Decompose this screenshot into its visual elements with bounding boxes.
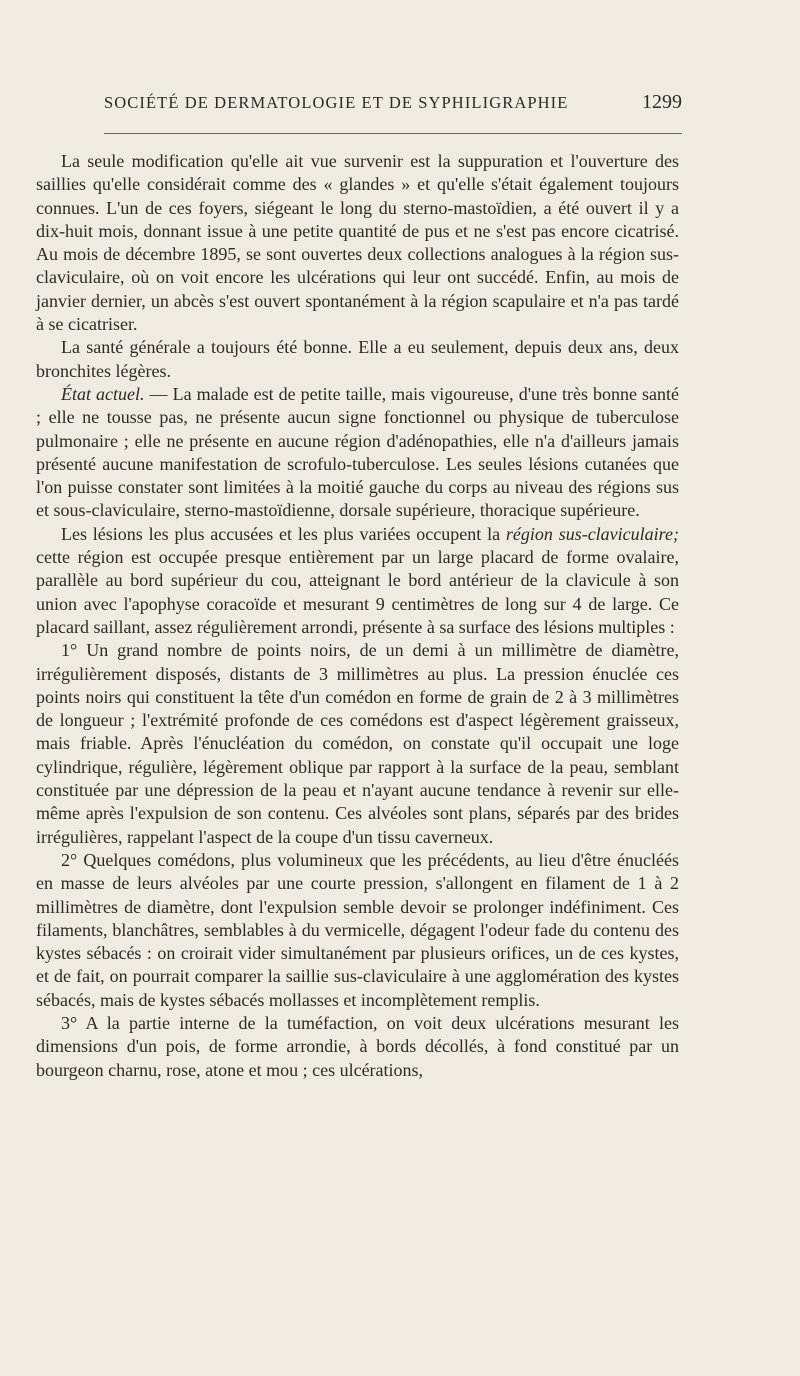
lesion-item-1: 1° Un grand nombre de points noirs, de un demi à un millimètre de diamètre, irrégulièrement disposés, distants de 3 millimètres au plus. La pression énuclée ces points noirs qui constituent la tête d'un comédon en forme de grain de 2 à 3 millimètres de longueur ; l'extrémité profonde de ces comédons est d'aspect légèrement graisseux, mais friable. Après l'énucléation du comédon, on constate qu'il occupait une loge cylindrique, régulière, légèrement oblique par rapport à la surface de la peau, semblant constituée par une dépression de la peau et n'ayant aucune tendance à revenir sur elle-même après l'expulsion de son contenu. Ces alvéoles sont plans, séparés par des brides irrégulières, rappelant l'aspect de la coupe d'un tissu caverneux. bbox=[36, 640, 679, 847]
etat-actuel-heading: État actuel. bbox=[61, 383, 145, 404]
paragraph-lesions bbox=[36, 523, 679, 639]
page-number: 1299 bbox=[642, 91, 682, 113]
paragraph-etat-actuel bbox=[36, 383, 679, 523]
lesion-item-2: 2° Quelques comédons, plus volumineux que les précédents, au lieu d'être énucléés en masse de leurs alvéoles par une courte pression, s'allongent en filament de 1 à 2 millimètres de diamètre, dont l'expulsion semble devoir se prolonger indéfiniment. Ces filaments, blanchâtres, semblables à du vermicelle, dégagent l'odeur fade du contenu des kystes sébacés : on croirait vider simultanément par plusieurs orifices, un de ces kystes, et de fait, on pourrait comparer la saillie sus-claviculaire à une agglomération des kystes sébacés, mais de kystes sébacés mollasses et incomplètement remplis. bbox=[36, 849, 679, 1010]
header-rule bbox=[104, 133, 682, 134]
body-text bbox=[36, 150, 679, 1082]
lesion-item-3: 3° A la partie interne de la tuméfaction, on voit deux ulcérations mesurant les dimensions d'un pois, de forme arrondie, à bords décollés, à fond constitué par un bourgeon charnu, rose, atone et mou ; ces ulcérations, bbox=[36, 1012, 679, 1080]
header-title: SOCIÉTÉ DE DERMATOLOGIE ET DE SYPHILIGRAPHIE bbox=[104, 93, 569, 112]
paragraph-history: La seule modification qu'elle ait vue survenir est la suppuration et l'ouverture des saillies qu'elle considérait comme des « glandes » et qu'elle s'était également toujours connues. L'un de ces foyers, siégeant le long du sterno-mastoïdien, a été ouvert il y a dix-huit mois, donnant issue à une petite quantité de pus et ne s'est pas encore cicatrisé. Au mois de décembre 1895, se sont ouvertes deux collections analogues à la région sus-claviculaire, où on voit encore les ulcérations qui leur ont succédé. Enfin, au mois de janvier dernier, un abcès s'est ouvert spontanément à la région scapulaire et n'a pas tardé à se cicatriser. bbox=[36, 151, 679, 335]
lesions-description: cette région est occupée presque entièrement par un large placard de forme ovalaire, parallèle au bord supérieur du cou, atteignant le bord antérieur de la clavicule à son union avec l'apophyse coracoïde et mesurant 9 centimètres de long sur 4 de large. Ce placard saillant, assez régulièrement arrondi, présente à sa surface des lésions multiples : bbox=[36, 547, 679, 637]
etat-actuel-text: — La malade est de petite taille, mais vigoureuse, d'une très bonne santé ; elle ne tousse pas, ne présente aucun signe fonctionnel ou physique de tuberculose pulmonaire ; elle ne présente en aucune région d'adénopathies, elle n'a d'ailleurs jamais présenté aucune manifestation de scrofulo-tuberculose. Les seules lésions cutanées que l'on puisse constater sont limitées à la moitié gauche du corps au niveau des régions sus et sous-claviculaire, sterno-mastoïdienne, dorsale supérieure, thoracique supérieure. bbox=[36, 383, 679, 521]
lesions-intro: Les lésions les plus accusées et les plus variées occupent la bbox=[61, 523, 506, 544]
lesions-region: région sus-claviculaire; bbox=[505, 523, 679, 544]
paragraph-health: La santé générale a toujours été bonne. Elle a eu seulement, depuis deux ans, deux bronchites légères. bbox=[36, 337, 679, 381]
